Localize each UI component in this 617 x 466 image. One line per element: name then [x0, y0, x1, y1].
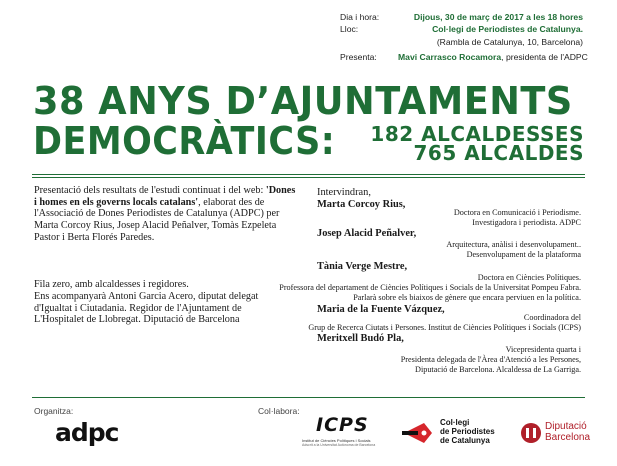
headline-sub1: 182 ALCALDESSES [370, 122, 584, 146]
study-title: 'Dones i homes en els governs locals catalans' [34, 185, 296, 208]
guest-text: Ens acompanyarà Antoni Garcia Acero, diputat delegat d'Igualtat i Ciutadania. Regidor de l'Ajuntament de L'Hospitalet de Llobregat. Diputació de Barcelona [34, 291, 259, 326]
headline-line1: 38 ANYS D’AJUNTAMENTS [33, 79, 573, 123]
place-value: Col·legi de Periodistes de Catalunya. [432, 24, 583, 34]
presents-value [398, 52, 588, 63]
intro-text-cont: , elaborat des de l'Associació de Dones Periodistes de Catalunya (ADPC) per Marta Corcoy Rius, Josep Alacid Peñalver, Tomàs Ezpeleta Pastor i Berta Florés Paredes. [34, 196, 280, 243]
adpc-logo [55, 418, 135, 448]
icps-logo-text: ICPS [316, 414, 369, 436]
fila-zero-text: Fila zero, amb alcaldesses i regidores. [34, 279, 189, 290]
pen-nib-icon [402, 419, 436, 447]
diputacio-logo-text: Diputació Barcelona [545, 421, 591, 443]
date-value: Dijous, 30 de març de 2017 a les 18 hores [413, 12, 583, 22]
speaker-1-name: Marta Corcoy Rius, [317, 199, 406, 210]
headline-sub2: 765 ALCALDES [413, 141, 584, 165]
speaker-2-name: Josep Alacid Peñalver, [317, 228, 417, 239]
speaker-1-role: Doctora en Comunicació i Periodisme. Investigadora i periodista. ADPC [453, 208, 581, 228]
collabora-label: Col·labora: [258, 406, 300, 416]
date-label: Dia i hora: [340, 12, 380, 22]
organitza-label: Organitza: [34, 406, 74, 416]
speakers-intro: Intervindran, [317, 187, 371, 198]
divider-bottom [32, 397, 585, 398]
intro-paragraph [34, 185, 296, 244]
diputacio-logo [520, 420, 612, 448]
cpc-logo-text: Col·legi de Periodistes de Catalunya [440, 418, 495, 445]
speaker-3-name: Tània Verge Mestre, [317, 261, 408, 272]
icps-caption-2: Adscrit a la Universitat Autònoma de Barcelona [302, 443, 376, 447]
headline-line2: DEMOCRÀTICS: [33, 119, 336, 163]
speaker-3-role: Doctora en Ciències Polítiques. Professora del departament de Ciències Polítiques i Socials de la Universitat Pompeu Fabra. Parlarà sobre els biaixos de gènere que encara perviuen en la política. [279, 273, 581, 303]
presents-label: Presenta: [340, 52, 377, 62]
speaker-5-name: Meritxell Budó Pla, [317, 333, 404, 344]
speaker-2-role: Arquitectura, anàlisi i desenvolupament.. Desenvolupament de la plataforma [446, 240, 581, 260]
icps-logo [302, 414, 394, 452]
diputacio-emblem-icon [520, 422, 542, 444]
speaker-4-role: Coordinadora del Grup de Recerca Ciutats i Persones. Institut de Ciències Polítiques i Socials (ICPS) [308, 313, 581, 333]
divider-top [32, 174, 585, 175]
place-address: (Rambla de Catalunya, 10, Barcelona) [436, 37, 583, 47]
presents-role: , presidenta de l'ADPC [501, 52, 588, 62]
divider-top-second [32, 177, 585, 178]
icps-caption: Institut de Ciències Polítiques i Socials [302, 438, 371, 443]
intro-text: Presentació dels resultats de l'estudi continuat i del web: [34, 185, 266, 196]
presents-name: Mavi Carrasco Rocamora [398, 52, 502, 62]
adpc-logo-text: adpc [55, 418, 119, 447]
speaker-4-name: Maria de la Fuente Vázquez, [317, 304, 445, 315]
place-label: Lloc: [340, 24, 359, 34]
speaker-5-role: Vicepresidenta quarta i Presidenta delegada de l'Àrea d'Atenció a les Persones, Diputació de Barcelona. Alcaldessa de La Garriga. [400, 345, 581, 375]
cpc-logo [402, 418, 512, 448]
